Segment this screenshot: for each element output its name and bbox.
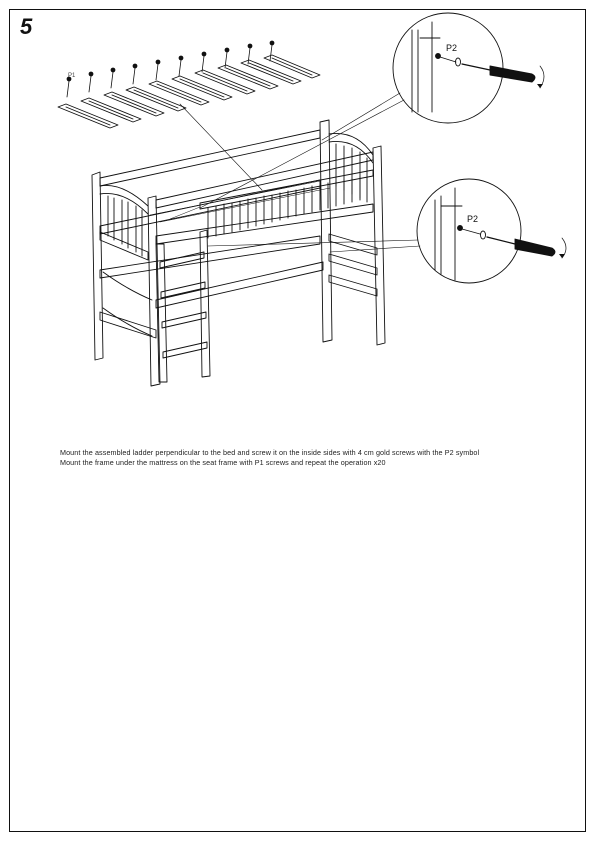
slat-group [58, 55, 320, 128]
screw-icon [89, 72, 93, 92]
slat [195, 70, 255, 94]
slat [172, 76, 232, 100]
screwdriver-icon [487, 237, 566, 258]
slat [81, 98, 141, 122]
screw-icon [67, 77, 71, 97]
slat [58, 104, 118, 128]
detail-callout-bottom [208, 179, 566, 283]
screw-icon [179, 56, 183, 76]
instruction-text [60, 448, 580, 468]
instruction-line-frame: Mount the frame under the mattress on the seat frame with P1 screws and repeat the operation x20 [60, 458, 386, 467]
screw-icon [156, 60, 160, 80]
slat [149, 81, 209, 105]
p1-screw-group [67, 41, 274, 97]
p1-label: P1 [68, 73, 76, 79]
slat [218, 65, 278, 89]
p2-label-bottom: P2 [467, 214, 479, 224]
step-number: 5 [20, 14, 33, 39]
loft-bed [92, 120, 385, 386]
instruction-line-ladder: Mount the assembled ladder perpendicular to the bed and screw it on the inside sides with 4 cm gold screws with the P2 symbol [60, 448, 480, 457]
slat [264, 55, 320, 78]
screw-icon [202, 52, 206, 72]
screw-icon [133, 64, 137, 84]
p2-label-top: P2 [446, 43, 458, 53]
screw-icon [111, 68, 115, 88]
assembly-illustration [0, 0, 595, 400]
